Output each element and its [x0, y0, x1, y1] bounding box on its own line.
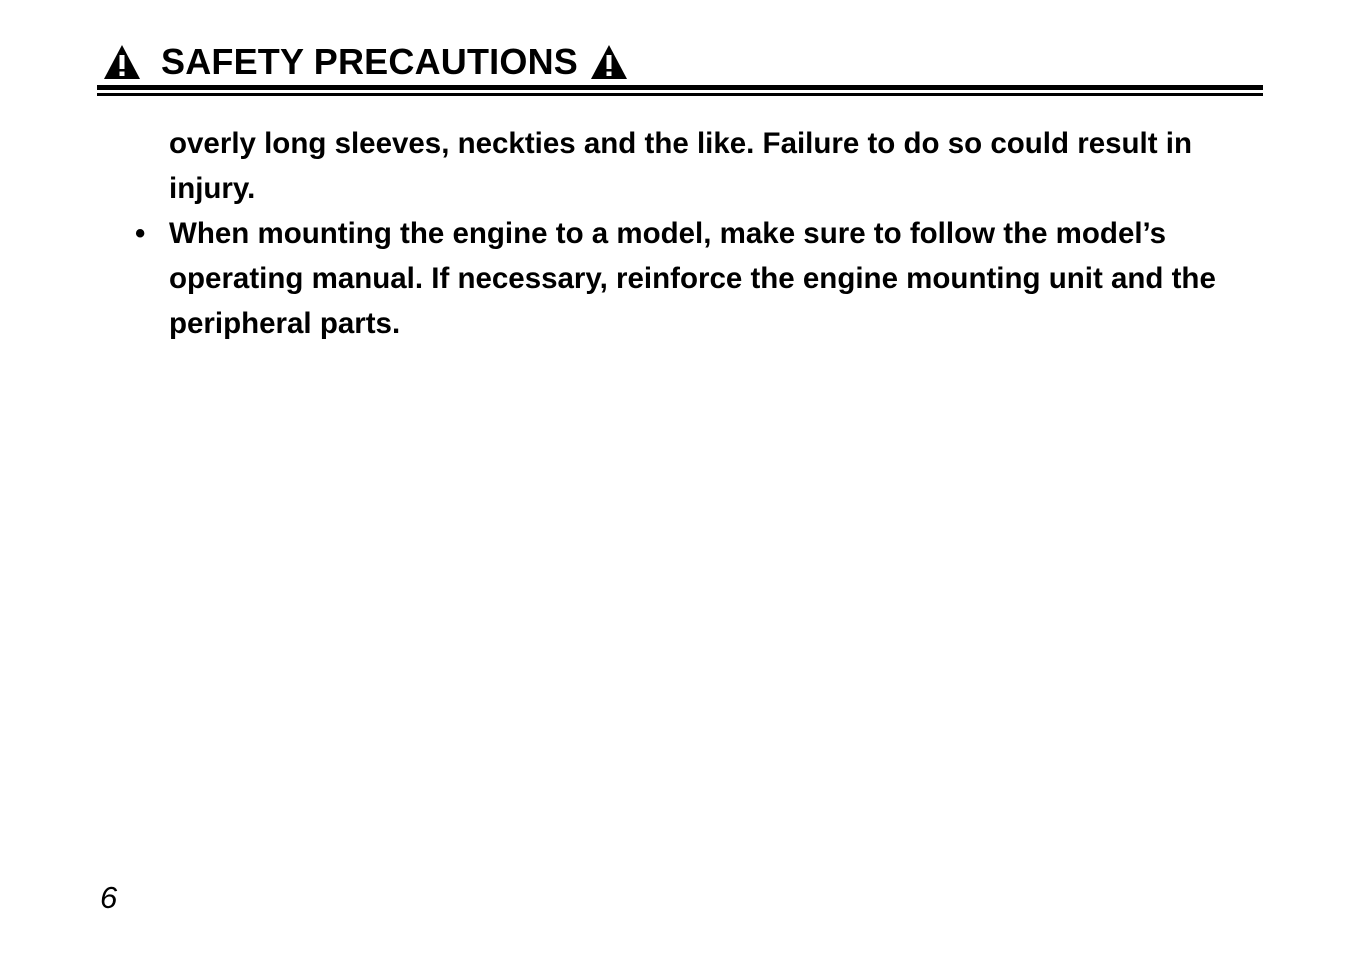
warning-triangle-icon [590, 44, 628, 80]
bullet-item [135, 211, 1279, 346]
section-header [103, 40, 628, 84]
header-rule-thin [97, 93, 1263, 96]
bullet-marker: • [135, 217, 146, 250]
page-number: 6 [100, 880, 118, 915]
page-title: SAFETY PRECAUTIONS [161, 41, 578, 82]
body-text [135, 121, 1279, 346]
continued-paragraph: overly long sleeves, neckties and the like. Failure to do so could result in injury. [169, 127, 1192, 205]
header-rule-thick [97, 85, 1263, 90]
warning-triangle-icon [103, 44, 141, 80]
bullet-text: When mounting the engine to a model, make sure to follow the model’s operating manual. If necessary, reinforce the engine mounting unit and the peripheral parts. [169, 217, 1216, 340]
